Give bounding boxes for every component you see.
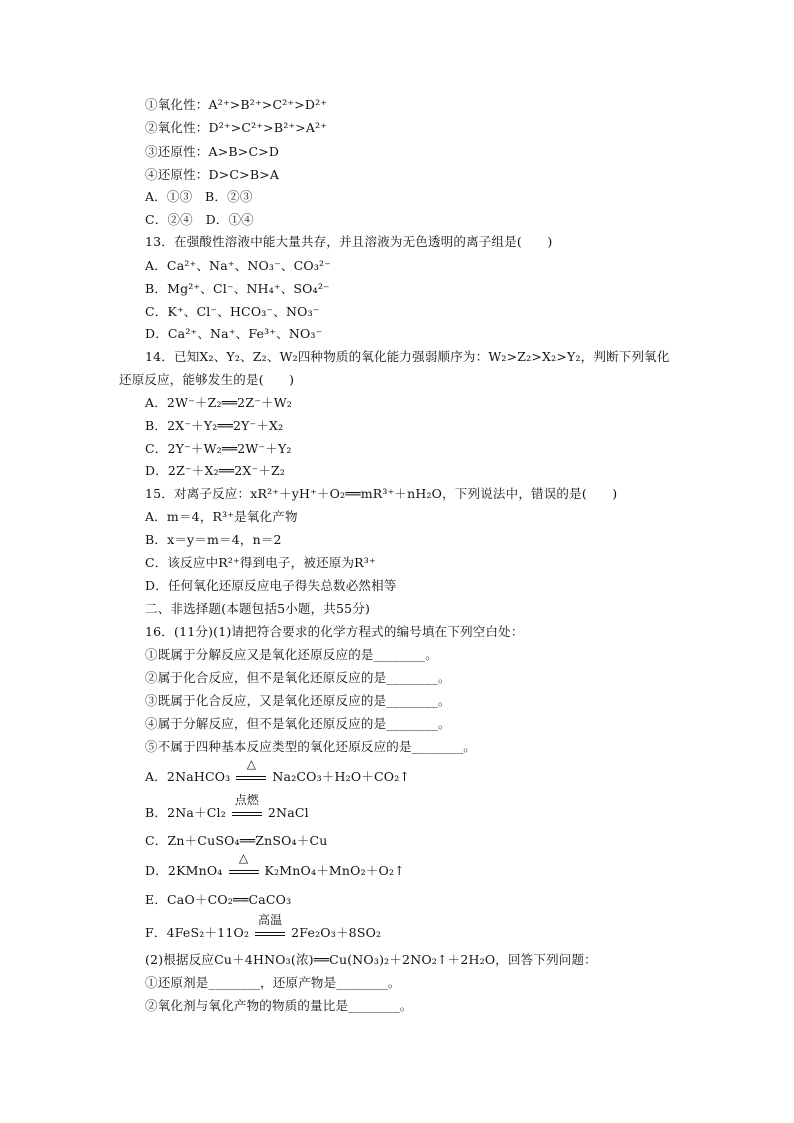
equation-d [145, 851, 405, 880]
equation-d-condition [229, 851, 259, 880]
equation-f-condition [255, 913, 285, 942]
q13-stem: 13．在强酸性溶液中能大量共存，并且溶液为无色透明的离子组是( ) [145, 234, 553, 249]
q13-choice-b: B．Mg²⁺、Cl⁻、NH₄⁺、SO₄²⁻ [145, 281, 330, 296]
equation-b-condition-label: 点燃 [234, 793, 260, 807]
q14-choice-b: B．2X⁻＋Y₂══2Y⁻＋X₂ [145, 418, 284, 433]
q15-choice-c: C．该反应中R²⁺得到电子，被还原为R³⁺ [145, 555, 376, 570]
choice-ab: A．①③ B．②③ [145, 189, 253, 204]
equation-c: C．Zn＋CuSO₄══ZnSO₄＋Cu [145, 833, 328, 848]
q14-stem-line2: 还原反应，能够发生的是( ) [119, 372, 295, 387]
q14-choice-c: C．2Y⁻＋W₂══2W⁻＋Y₂ [145, 441, 292, 456]
q13-choice-d: D．Ca²⁺、Na⁺、Fe³⁺、NO₃⁻ [145, 326, 323, 341]
option-1: ①氧化性：A²⁺>B²⁺>C²⁺>D²⁺ [145, 97, 328, 112]
q16-sub-1: ①既属于分解反应又是氧化还原反应的是________。 [145, 647, 438, 662]
q15-choice-d: D．任何氧化还原反应电子得失总数必然相等 [145, 578, 397, 593]
equation-b-left: B．2Na＋Cl₂ [145, 805, 226, 820]
q14-choice-a: A．2W⁻＋Z₂══2Z⁻＋W₂ [145, 395, 292, 410]
q15-stem: 15．对离子反应：xR²⁺＋yH⁺＋O₂══mR³⁺＋nH₂O，下列说法中，错误的是( ) [145, 486, 618, 501]
equation-f-left: F．4FeS₂＋11O₂ [145, 925, 250, 940]
option-2: ②氧化性：D²⁺>C²⁺>B²⁺>A²⁺ [145, 120, 328, 135]
q13-choice-c: C．K⁺、Cl⁻、HCO₃⁻、NO₃⁻ [145, 304, 320, 319]
option-4: ④还原性：D>C>B>A [145, 167, 280, 182]
section-heading: 二、非选择题(本题包括5小题，共55分) [145, 601, 371, 616]
equation-a-equals [236, 776, 266, 780]
equation-a-right: Na₂CO₃＋H₂O＋CO₂↑ [272, 769, 411, 784]
q13-choice-a: A．Ca²⁺、Na⁺、NO₃⁻、CO₃²⁻ [145, 258, 332, 273]
q15-choice-b: B．x＝y＝m＝4，n＝2 [145, 532, 282, 547]
equation-f-equals [255, 932, 285, 936]
q16-stem: 16．(11分)(1)请把符合要求的化学方程式的编号填在下列空白处： [145, 624, 524, 639]
q16-sub-5: ⑤不属于四种基本反应类型的氧化还原反应的是________。 [145, 739, 477, 754]
q14-stem-line1: 14．已知X₂、Y₂、Z₂、W₂四种物质的氧化能力强弱顺序为：W₂>Z₂>X₂>Y₂，判断下列氧化 [145, 349, 670, 364]
q16-sub-4: ④属于分解反应，但不是氧化还原反应的是________。 [145, 716, 451, 731]
equation-d-condition-label: △ [238, 851, 249, 865]
equation-a-condition-label: △ [246, 757, 257, 771]
equation-f-right: 2Fe₂O₃＋8SO₂ [291, 925, 382, 940]
equation-f-condition-label: 高温 [257, 913, 283, 927]
equation-b-condition [232, 793, 262, 822]
q16-sub-3: ③既属于化合反应，又是氧化还原反应的是________。 [145, 693, 451, 708]
equation-a-condition [236, 757, 266, 786]
equation-b [145, 793, 309, 822]
q16-part2-sub-1: ①还原剂是________，还原产物是________。 [145, 975, 401, 990]
q15-choice-a: A．m＝4，R³⁺是氧化产物 [145, 509, 298, 524]
equation-d-equals [229, 870, 259, 874]
equation-e: E．CaO＋CO₂══CaCO₃ [145, 892, 292, 907]
q14-choice-d: D．2Z⁻＋X₂══2X⁻＋Z₂ [145, 463, 286, 478]
equation-b-equals [232, 812, 262, 816]
equation-a [145, 757, 411, 786]
q16-sub-2: ②属于化合反应，但不是氧化还原反应的是________。 [145, 670, 451, 685]
q16-part2-stem: (2)根据反应Cu＋4HNO₃(浓)══Cu(NO₃)₂＋2NO₂↑＋2H₂O，回答下列问题： [145, 952, 597, 967]
option-3: ③还原性：A>B>C>D [145, 144, 280, 159]
equation-d-right: K₂MnO₄＋MnO₂＋O₂↑ [264, 863, 405, 878]
choice-cd: C．②④ D．①④ [145, 212, 254, 227]
equation-f [145, 913, 382, 942]
q16-part2-sub-2: ②氧化剂与氧化产物的物质的量比是________。 [145, 998, 413, 1013]
equation-a-left: A．2NaHCO₃ [145, 769, 231, 784]
equation-d-left: D．2KMnO₄ [145, 863, 223, 878]
equation-b-right: 2NaCl [267, 805, 309, 820]
